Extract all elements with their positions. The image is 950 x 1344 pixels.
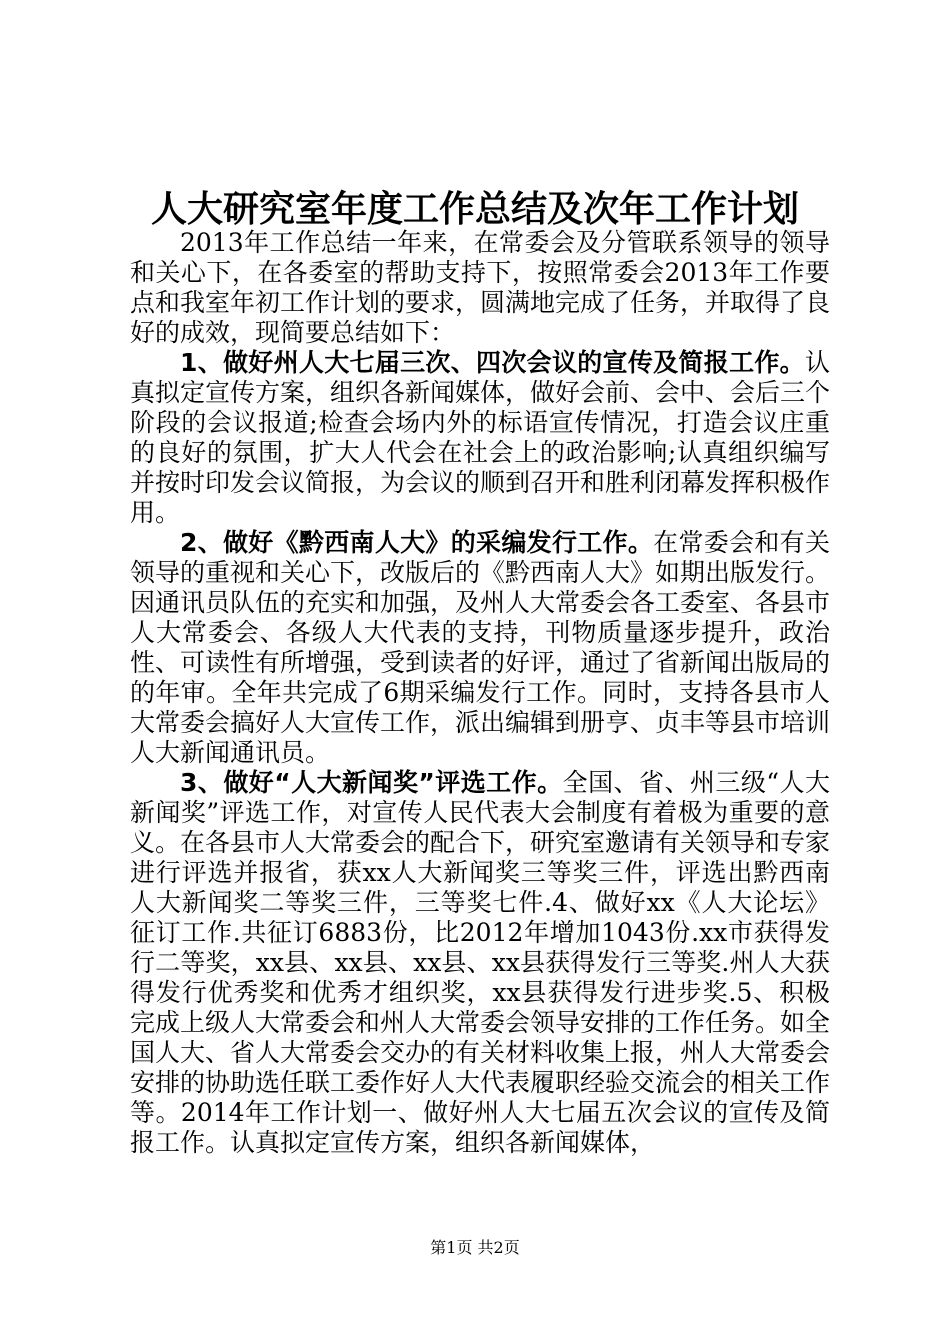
paragraph-item-2 bbox=[130, 528, 830, 768]
paragraph-item-1 bbox=[130, 348, 830, 528]
paragraph-text: 全国、省、州三级“人大新闻奖”评选工作，对宣传人民代表大会制度有着极为重要的意义。在各县市人大常委会的配合下，研究室邀请有关领导和专家进行评选并报省，获xx人大新闻奖三等奖三件，评选出黔西南人大新闻奖二等奖三件，三等奖七件.4、做好xx《人大论坛》征订工作.共征订6883份，比2012年增加1043份.xx市获得发行二等奖，xx县、xx县、xx县、xx县获得发行三等奖.州人大获得发行优秀奖和优秀才组织奖，xx县获得发行进步奖.5、积极完成上级人大常委会和州人大常委会领导安排的工作任务。如全国人大、省人大常委会交办的有关材料收集上报，州人大常委会安排的协助选任联工委作好人大代表履职经验交流会的相关工作等。2014年工作计划一、做好州人大七届五次会议的宣传及简报工作。认真拟定宣传方案，组织各新闻媒体， bbox=[130, 768, 831, 1157]
paragraph-text: 在常委会和有关领导的重视和关心下，改版后的《黔西南人大》如期出版发行。因通讯员队伍的充实和加强，及州人大常委会各工委室、各县市人大常委会、各级人大代表的支持，刊物质量逐步提升，政治性、可读性有所增强，受到读者的好评，通过了省新闻出版局的的年审。全年共完成了6期采编发行工作。同时，支持各县市人大常委会搞好人大宣传工作，派出编辑到册亨、贞丰等县市培训人大新闻通讯员。 bbox=[130, 528, 831, 767]
document-body bbox=[130, 228, 830, 1158]
paragraph-intro bbox=[130, 228, 830, 348]
document-title: 人大研究室年度工作总结及次年工作计划 bbox=[150, 189, 799, 230]
paragraph-lead: 3、做好“人大新闻奖”评选工作。 bbox=[180, 768, 563, 797]
paragraph-text: 认真拟定宣传方案，组织各新闻媒体，做好会前、会中、会后三个阶段的会议报道;检查会场内外的标语宣传情况，打造会议庄重的良好的氛围，扩大人代会在社会上的政治影响;认真组织编写并按时印发会议简报，为会议的顺到召开和胜利闭幕发挥积极作用。 bbox=[130, 348, 831, 527]
page-number-footer: 第1页 共2页 bbox=[430, 1238, 520, 1257]
paragraph-lead: 1、做好州人大七届三次、四次会议的宣传及简报工作。 bbox=[180, 348, 805, 377]
paragraph-lead: 2、做好《黔西南人大》的采编发行工作。 bbox=[180, 528, 654, 557]
paragraph-item-3 bbox=[130, 768, 830, 1158]
paragraph-text: 2013年工作总结一年来，在常委会及分管联系领导的领导和关心下，在各委室的帮助支持下，按照常委会2013年工作要点和我室年初工作计划的要求，圆满地完成了任务，并取得了良好的成效，现简要总结如下： bbox=[130, 228, 831, 347]
